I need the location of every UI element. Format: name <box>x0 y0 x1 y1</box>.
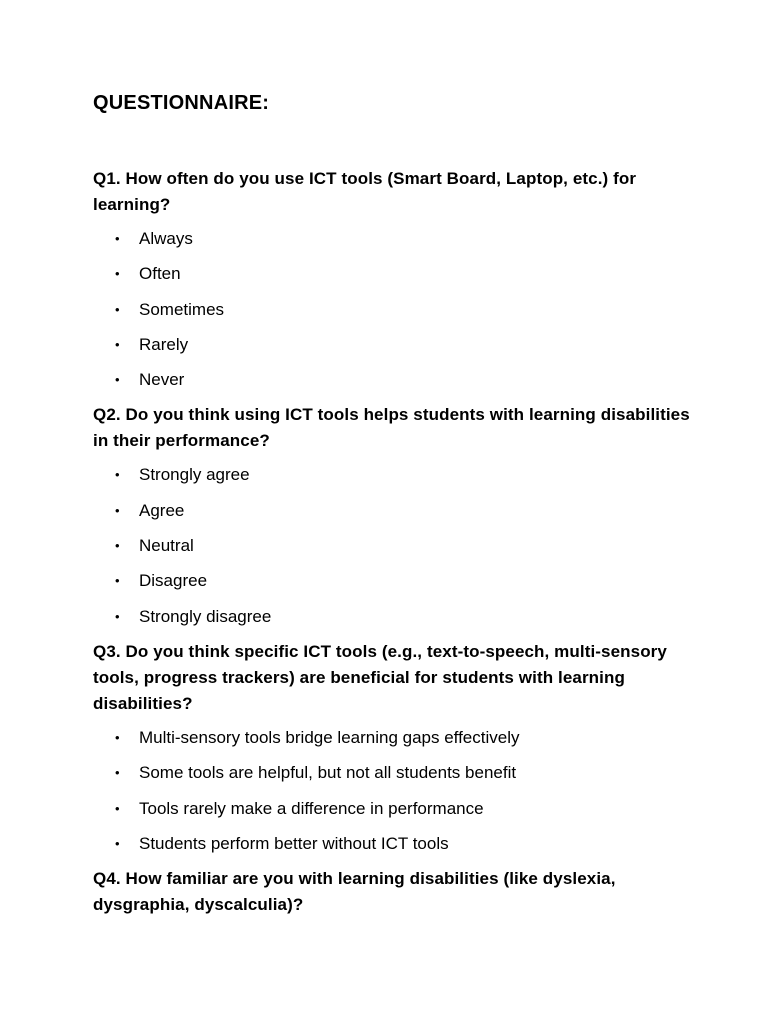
option-label: Tools rarely make a difference in performance <box>139 798 484 818</box>
option-label: Disagree <box>139 571 208 591</box>
list-item <box>93 226 693 252</box>
list-item <box>93 725 693 751</box>
option-label: Neutral <box>139 536 194 556</box>
bullet-icon: • <box>115 502 120 518</box>
bullet-icon: • <box>115 835 120 851</box>
option-list <box>93 725 693 857</box>
list-item <box>93 796 693 822</box>
question-2 <box>93 402 693 629</box>
list-item <box>93 604 693 630</box>
question-text: Q2. Do you think using ICT tools helps students with learning disabilities in their performance? <box>93 405 690 451</box>
option-label: Often <box>139 264 181 284</box>
bullet-icon: • <box>115 573 120 589</box>
list-item <box>93 498 693 524</box>
option-label: Rarely <box>139 334 189 354</box>
question-1 <box>93 166 693 393</box>
bullet-icon: • <box>115 800 120 816</box>
option-list <box>93 226 693 393</box>
option-label: Strongly disagree <box>139 606 272 626</box>
question-3 <box>93 639 693 857</box>
list-item <box>93 462 693 488</box>
list-item <box>93 760 693 786</box>
list-item <box>93 533 693 559</box>
option-label: Some tools are helpful, but not all students benefit <box>139 763 517 783</box>
option-label: Never <box>139 370 185 390</box>
bullet-icon: • <box>115 336 120 352</box>
document-page <box>93 88 693 926</box>
question-text: Q4. How familiar are you with learning disabilities (like dyslexia, dysgraphia, dyscalculia)? <box>93 869 616 915</box>
list-item <box>93 297 693 323</box>
list-item <box>93 831 693 857</box>
option-list <box>93 462 693 629</box>
list-item <box>93 261 693 287</box>
option-label: Multi-sensory tools bridge learning gaps effectively <box>139 727 520 747</box>
option-label: Agree <box>139 500 185 520</box>
bullet-icon: • <box>115 729 120 745</box>
option-label: Always <box>139 229 193 248</box>
question-text: Q3. Do you think specific ICT tools (e.g., text-to-speech, multi-sensory tools, progress trackers) are beneficial for students with learning disabilities? <box>93 641 667 713</box>
bullet-icon: • <box>115 538 120 554</box>
bullet-icon: • <box>115 231 120 246</box>
bullet-icon: • <box>115 608 120 624</box>
list-item <box>93 367 693 393</box>
option-label: Students perform better without ICT tools <box>139 833 449 853</box>
bullet-icon: • <box>115 266 120 282</box>
question-4 <box>93 866 693 918</box>
list-item <box>93 332 693 358</box>
option-label: Strongly agree <box>139 465 250 485</box>
option-label: Sometimes <box>139 299 225 319</box>
question-text: Q1. How often do you use ICT tools (Smart Board, Laptop, etc.) for learning? <box>93 169 637 214</box>
bullet-icon: • <box>115 765 120 781</box>
bullet-icon: • <box>115 301 120 317</box>
bullet-icon: • <box>115 467 120 483</box>
list-item <box>93 568 693 594</box>
bullet-icon: • <box>115 372 120 388</box>
page-title: QUESTIONNAIRE: <box>93 92 270 114</box>
